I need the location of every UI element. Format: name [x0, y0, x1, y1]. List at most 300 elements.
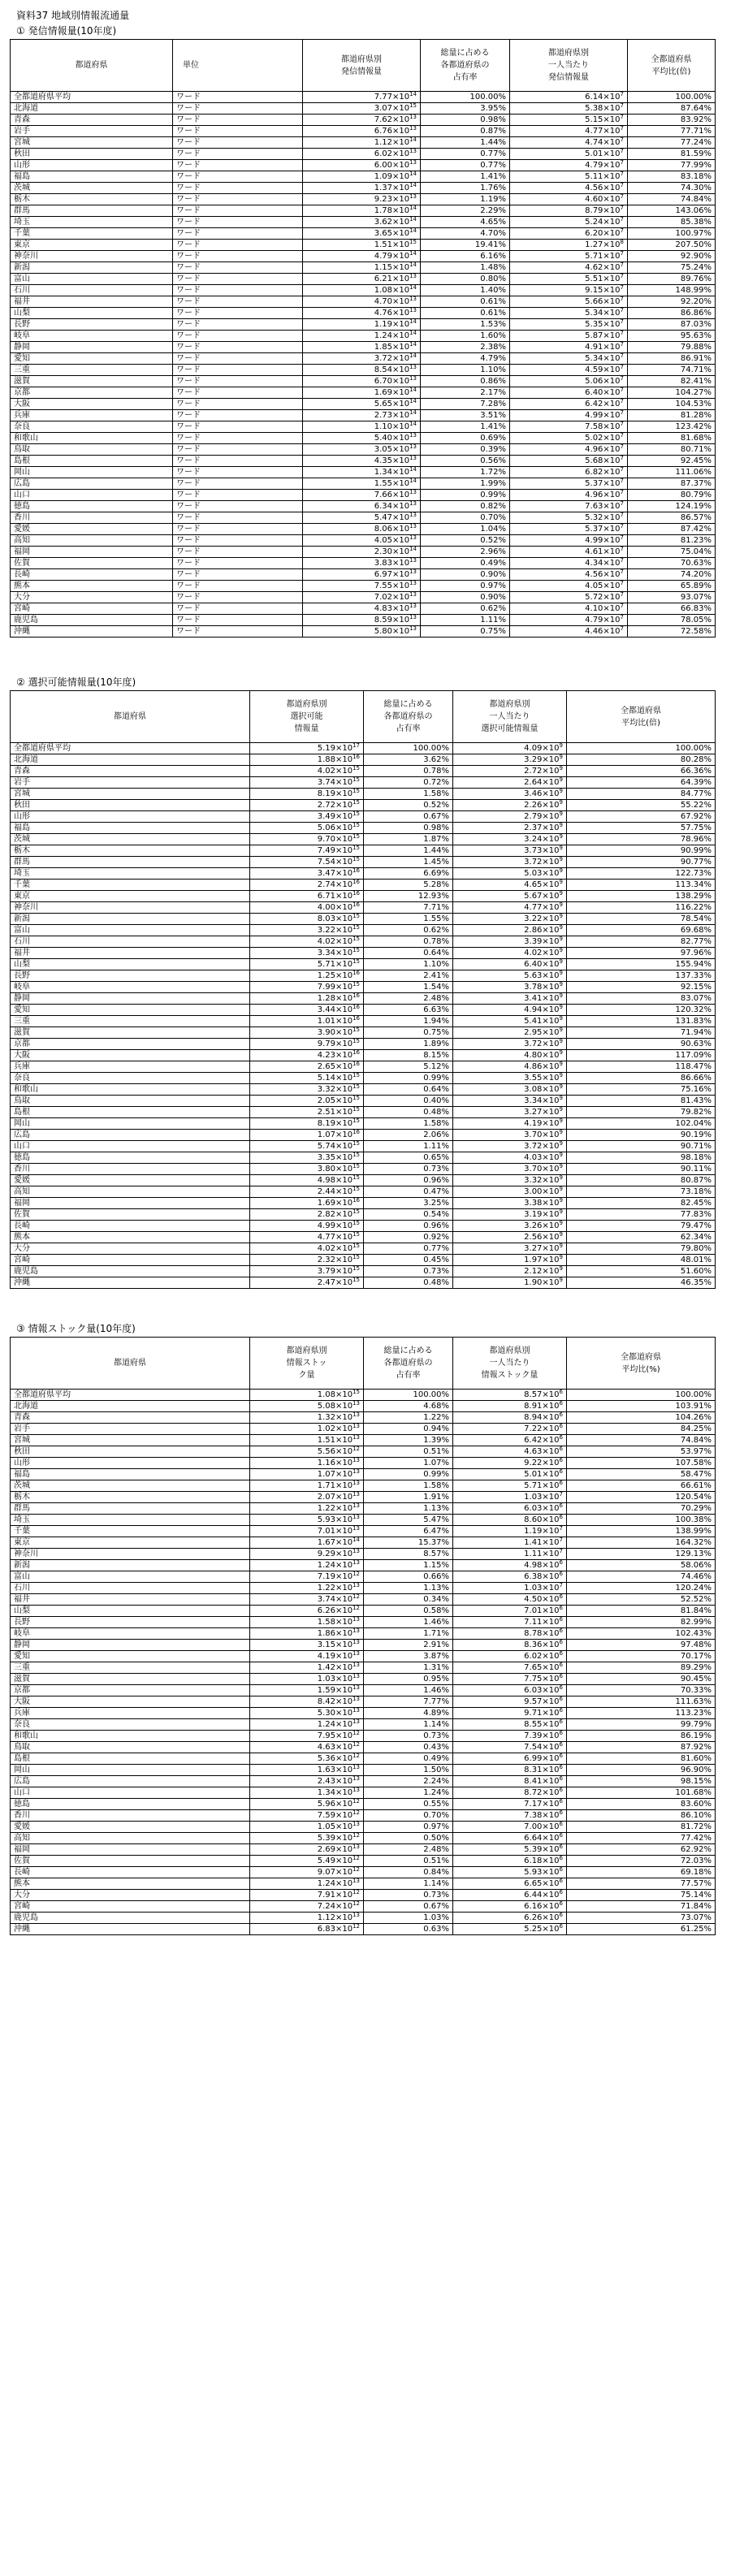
prefecture-cell: 長崎 — [11, 1221, 250, 1232]
prefecture-cell: 大分 — [11, 1890, 250, 1901]
ratio-cell: 62.92% — [567, 1844, 716, 1856]
share-cell: 0.55% — [364, 1799, 453, 1810]
per-capita-cell: $2.12\times 10^9$ — [453, 1266, 567, 1277]
ratio-cell: 79.88% — [628, 342, 716, 353]
per-capita-cell: $4.34\times 10^7$ — [510, 558, 628, 569]
total-volume-cell: $6.83\times 10^{12}$ — [250, 1924, 364, 1935]
table-info-stock — [10, 1337, 716, 1935]
per-capita-cell: $5.71\times 10^6$ — [453, 1480, 567, 1492]
prefecture-cell: 群馬 — [11, 857, 250, 868]
prefecture-cell: 群馬 — [11, 205, 173, 217]
share-cell: 0.78% — [364, 936, 453, 948]
per-capita-cell: $5.11\times 10^7$ — [510, 171, 628, 183]
ratio-cell: 71.84% — [567, 1901, 716, 1913]
per-capita-cell: $4.86\times 10^9$ — [453, 1061, 567, 1073]
per-capita-cell: $3.55\times 10^9$ — [453, 1073, 567, 1084]
table-row — [11, 1186, 716, 1198]
table-row — [11, 160, 716, 171]
share-cell: 1.87% — [364, 834, 453, 845]
prefecture-cell: 岡山 — [11, 1765, 250, 1776]
table-row — [11, 251, 716, 262]
ratio-cell: 148.99% — [628, 285, 716, 296]
share-cell: 4.79% — [421, 353, 510, 365]
total-volume-cell: $5.56\times 10^{12}$ — [250, 1446, 364, 1458]
per-capita-cell: $6.40\times 10^9$ — [453, 959, 567, 970]
total-volume-cell: $7.95\times 10^{12}$ — [250, 1731, 364, 1742]
per-capita-cell: $3.73\times 10^9$ — [453, 845, 567, 857]
ratio-cell: 100.38% — [567, 1515, 716, 1526]
share-cell: 0.49% — [421, 558, 510, 569]
prefecture-cell: 石川 — [11, 936, 250, 948]
total-volume-cell: $5.06\times 10^{15}$ — [250, 823, 364, 834]
table-row — [11, 1515, 716, 1526]
share-cell: 6.63% — [364, 1005, 453, 1016]
unit-cell: ワード — [173, 444, 303, 456]
prefecture-cell: 山口 — [11, 1787, 250, 1799]
prefecture-cell: 宮崎 — [11, 1255, 250, 1266]
share-cell: 0.70% — [421, 512, 510, 524]
share-cell: 2.41% — [364, 970, 453, 982]
share-cell: 0.95% — [364, 1674, 453, 1685]
share-cell: 3.51% — [421, 410, 510, 421]
unit-cell: ワード — [173, 558, 303, 569]
per-capita-cell: $7.39\times 10^6$ — [453, 1731, 567, 1742]
section-title-info-stock: ③ 情報ストック量(10年度) — [16, 1323, 136, 1334]
table-row — [11, 1844, 716, 1856]
share-cell: 0.73% — [364, 1164, 453, 1175]
share-cell: 1.46% — [364, 1617, 453, 1628]
prefecture-cell: 滋賀 — [11, 376, 173, 387]
share-cell: 4.70% — [421, 228, 510, 240]
per-capita-cell: $9.22\times 10^6$ — [453, 1458, 567, 1469]
share-cell: 1.31% — [364, 1662, 453, 1674]
table-row — [11, 1890, 716, 1901]
column-header: 総量に占める 各都道府県の 占有率 — [364, 1338, 453, 1390]
per-capita-cell: $5.41\times 10^9$ — [453, 1016, 567, 1027]
ratio-cell: 98.18% — [567, 1152, 716, 1164]
prefecture-cell: 熊本 — [11, 1878, 250, 1890]
ratio-cell: 65.89% — [628, 581, 716, 592]
unit-cell: ワード — [173, 171, 303, 183]
share-cell: 2.48% — [364, 993, 453, 1005]
prefecture-cell: 宮崎 — [11, 603, 173, 615]
table-row — [11, 777, 716, 789]
ratio-cell: 70.29% — [567, 1503, 716, 1515]
section-title-transmitted-info: ① 発信情報量(10年度) — [16, 25, 117, 37]
per-capita-cell: $5.63\times 10^9$ — [453, 970, 567, 982]
ratio-cell: 86.66% — [567, 1073, 716, 1084]
ratio-cell: 87.03% — [628, 319, 716, 331]
per-capita-cell: $8.60\times 10^6$ — [453, 1515, 567, 1526]
ratio-cell: 53.97% — [567, 1446, 716, 1458]
share-cell: 1.91% — [364, 1492, 453, 1503]
unit-cell: ワード — [173, 274, 303, 285]
table-row — [11, 1027, 716, 1039]
ratio-cell: 164.32% — [567, 1537, 716, 1549]
ratio-cell: 155.94% — [567, 959, 716, 970]
total-volume-cell: $2.65\times 10^{16}$ — [250, 1061, 364, 1073]
total-volume-cell: $1.63\times 10^{13}$ — [250, 1765, 364, 1776]
table-row — [11, 1651, 716, 1662]
prefecture-cell: 埼玉 — [11, 217, 173, 228]
per-capita-cell: $5.39\times 10^6$ — [453, 1844, 567, 1856]
unit-cell: ワード — [173, 285, 303, 296]
share-cell: 1.76% — [421, 183, 510, 194]
table-row — [11, 1084, 716, 1096]
prefecture-cell: 愛知 — [11, 1005, 250, 1016]
table-row — [11, 823, 716, 834]
share-cell: 1.58% — [364, 1118, 453, 1130]
table-row — [11, 205, 716, 217]
unit-cell: ワード — [173, 501, 303, 512]
share-cell: 19.41% — [421, 240, 510, 251]
table-row — [11, 925, 716, 936]
total-volume-cell: $1.10\times 10^{14}$ — [303, 421, 421, 433]
table-header-row — [11, 1338, 716, 1390]
share-cell: 2.91% — [364, 1640, 453, 1651]
section-spacer — [10, 638, 731, 675]
share-cell: 0.52% — [364, 800, 453, 811]
unit-cell: ワード — [173, 240, 303, 251]
table-row — [11, 936, 716, 948]
table-row — [11, 1141, 716, 1152]
per-capita-cell: $5.34\times 10^7$ — [510, 353, 628, 365]
prefecture-cell: 佐賀 — [11, 1856, 250, 1867]
total-volume-cell: $9.70\times 10^{15}$ — [250, 834, 364, 845]
prefecture-cell: 長野 — [11, 970, 250, 982]
prefecture-cell: 愛媛 — [11, 1175, 250, 1186]
total-volume-cell: $1.32\times 10^{13}$ — [250, 1412, 364, 1424]
table-row — [11, 1583, 716, 1594]
total-volume-cell: $3.80\times 10^{15}$ — [250, 1164, 364, 1175]
total-volume-cell: $3.34\times 10^{15}$ — [250, 948, 364, 959]
ratio-cell: 51.60% — [567, 1266, 716, 1277]
unit-cell: ワード — [173, 467, 303, 478]
per-capita-cell: $8.72\times 10^6$ — [453, 1787, 567, 1799]
ratio-cell: 57.75% — [567, 823, 716, 834]
table-row — [11, 800, 716, 811]
table-row — [11, 490, 716, 501]
share-cell: 1.40% — [421, 285, 510, 296]
prefecture-cell: 福岡 — [11, 1844, 250, 1856]
prefecture-cell: 長野 — [11, 319, 173, 331]
total-volume-cell: $5.80\times 10^{13}$ — [303, 626, 421, 638]
share-cell: 4.65% — [421, 217, 510, 228]
per-capita-cell: $4.63\times 10^6$ — [453, 1446, 567, 1458]
ratio-cell: 89.76% — [628, 274, 716, 285]
table-row — [11, 914, 716, 925]
share-cell: 0.98% — [364, 823, 453, 834]
ratio-cell: 95.63% — [628, 331, 716, 342]
total-volume-cell: $2.47\times 10^{15}$ — [250, 1277, 364, 1289]
table-row — [11, 1107, 716, 1118]
ratio-cell: 113.34% — [567, 880, 716, 891]
total-volume-cell: $1.22\times 10^{13}$ — [250, 1503, 364, 1515]
table-row — [11, 1266, 716, 1277]
total-volume-cell: $2.74\times 10^{16}$ — [250, 880, 364, 891]
ratio-cell: 74.71% — [628, 365, 716, 376]
per-capita-cell: $5.87\times 10^7$ — [510, 331, 628, 342]
ratio-cell: 143.06% — [628, 205, 716, 217]
share-cell: 0.66% — [364, 1571, 453, 1583]
total-volume-cell: $1.51\times 10^{13}$ — [250, 1435, 364, 1446]
ratio-cell: 58.47% — [567, 1469, 716, 1480]
total-volume-cell: $1.24\times 10^{13}$ — [250, 1560, 364, 1571]
share-cell: 0.45% — [364, 1255, 453, 1266]
unit-cell: ワード — [173, 490, 303, 501]
total-volume-cell: $6.76\times 10^{13}$ — [303, 126, 421, 137]
total-volume-cell: $2.43\times 10^{13}$ — [250, 1776, 364, 1787]
ratio-cell: 97.96% — [567, 948, 716, 959]
per-capita-cell: $6.16\times 10^6$ — [453, 1901, 567, 1913]
per-capita-cell: $4.79\times 10^7$ — [510, 615, 628, 626]
column-header: 総量に占める 各都道府県の 占有率 — [364, 691, 453, 743]
table-row — [11, 308, 716, 319]
per-capita-cell: $3.19\times 10^9$ — [453, 1209, 567, 1221]
per-capita-cell: $6.03\times 10^6$ — [453, 1503, 567, 1515]
prefecture-cell: 鹿児島 — [11, 1913, 250, 1924]
ratio-cell: 83.07% — [567, 993, 716, 1005]
share-cell: 0.87% — [421, 126, 510, 137]
table-row — [11, 1390, 716, 1401]
prefecture-cell: 東京 — [11, 1537, 250, 1549]
per-capita-cell: $5.38\times 10^7$ — [510, 103, 628, 115]
per-capita-cell: $4.79\times 10^7$ — [510, 160, 628, 171]
table-row — [11, 603, 716, 615]
table-row — [11, 1606, 716, 1617]
per-capita-cell: $5.25\times 10^6$ — [453, 1924, 567, 1935]
table-row — [11, 1617, 716, 1628]
share-cell: 0.65% — [364, 1152, 453, 1164]
prefecture-cell: 京都 — [11, 1039, 250, 1050]
total-volume-cell: $9.23\times 10^{13}$ — [303, 194, 421, 205]
ratio-cell: 87.92% — [567, 1742, 716, 1753]
share-cell: 0.98% — [421, 115, 510, 126]
total-volume-cell: $5.65\times 10^{14}$ — [303, 399, 421, 410]
share-cell: 1.58% — [364, 789, 453, 800]
share-cell: 0.61% — [421, 308, 510, 319]
total-volume-cell: $1.16\times 10^{13}$ — [250, 1458, 364, 1469]
share-cell: 0.67% — [364, 1901, 453, 1913]
prefecture-cell: 富山 — [11, 274, 173, 285]
table-row — [11, 103, 716, 115]
prefecture-cell: 岐阜 — [11, 331, 173, 342]
table-row — [11, 581, 716, 592]
unit-cell: ワード — [173, 353, 303, 365]
table-row — [11, 993, 716, 1005]
share-cell: 2.17% — [421, 387, 510, 399]
total-volume-cell: $7.99\times 10^{15}$ — [250, 982, 364, 993]
per-capita-cell: $4.05\times 10^7$ — [510, 581, 628, 592]
per-capita-cell: $3.39\times 10^9$ — [453, 936, 567, 948]
ratio-cell: 137.33% — [567, 970, 716, 982]
table-row — [11, 902, 716, 914]
ratio-cell: 104.53% — [628, 399, 716, 410]
prefecture-cell: 栃木 — [11, 1492, 250, 1503]
table-row — [11, 558, 716, 569]
total-volume-cell: $6.02\times 10^{13}$ — [303, 149, 421, 160]
per-capita-cell: $8.55\times 10^6$ — [453, 1719, 567, 1731]
total-volume-cell: $7.55\times 10^{13}$ — [303, 581, 421, 592]
per-capita-cell: $5.71\times 10^7$ — [510, 251, 628, 262]
total-volume-cell: $2.32\times 10^{15}$ — [250, 1255, 364, 1266]
prefecture-cell: 鳥取 — [11, 1742, 250, 1753]
ratio-cell: 81.43% — [567, 1096, 716, 1107]
prefecture-cell: 徳島 — [11, 501, 173, 512]
total-volume-cell: $7.24\times 10^{12}$ — [250, 1901, 364, 1913]
share-cell: 0.78% — [364, 766, 453, 777]
table-row — [11, 1765, 716, 1776]
prefecture-cell: 北海道 — [11, 754, 250, 766]
share-cell: 0.52% — [421, 535, 510, 547]
table-row — [11, 1549, 716, 1560]
share-cell: 3.87% — [364, 1651, 453, 1662]
per-capita-cell: $6.64\times 10^6$ — [453, 1833, 567, 1844]
total-volume-cell: $1.19\times 10^{14}$ — [303, 319, 421, 331]
unit-cell: ワード — [173, 115, 303, 126]
table-row — [11, 880, 716, 891]
unit-cell: ワード — [173, 296, 303, 308]
column-header: 都道府県別 情報ストッ ク量 — [250, 1338, 364, 1390]
per-capita-cell: $2.26\times 10^9$ — [453, 800, 567, 811]
table-row — [11, 1696, 716, 1708]
prefecture-cell: 新潟 — [11, 914, 250, 925]
share-cell: 1.44% — [364, 845, 453, 857]
total-volume-cell: $1.71\times 10^{13}$ — [250, 1480, 364, 1492]
ratio-cell: 107.58% — [567, 1458, 716, 1469]
share-cell: 0.48% — [364, 1107, 453, 1118]
ratio-cell: 120.24% — [567, 1583, 716, 1594]
total-volume-cell: $2.05\times 10^{15}$ — [250, 1096, 364, 1107]
share-cell: 1.54% — [364, 982, 453, 993]
ratio-cell: 79.82% — [567, 1107, 716, 1118]
unit-cell: ワード — [173, 262, 303, 274]
prefecture-cell: 滋賀 — [11, 1674, 250, 1685]
prefecture-cell: 大阪 — [11, 399, 173, 410]
per-capita-cell: $4.61\times 10^7$ — [510, 547, 628, 558]
unit-cell: ワード — [173, 92, 303, 103]
table-row — [11, 959, 716, 970]
prefecture-cell: 青森 — [11, 1412, 250, 1424]
share-cell: 0.61% — [421, 296, 510, 308]
share-cell: 0.96% — [364, 1175, 453, 1186]
total-volume-cell: $1.69\times 10^{16}$ — [250, 1198, 364, 1209]
total-volume-cell: $3.32\times 10^{15}$ — [250, 1084, 364, 1096]
prefecture-cell: 奈良 — [11, 1719, 250, 1731]
prefecture-cell: 岐阜 — [11, 982, 250, 993]
table-row — [11, 149, 716, 160]
per-capita-cell: $2.64\times 10^9$ — [453, 777, 567, 789]
total-volume-cell: $3.90\times 10^{15}$ — [250, 1027, 364, 1039]
share-cell: 15.37% — [364, 1537, 453, 1549]
ratio-cell: 84.77% — [567, 789, 716, 800]
prefecture-cell: 島根 — [11, 1753, 250, 1765]
total-volume-cell: $3.62\times 10^{14}$ — [303, 217, 421, 228]
share-cell: 1.89% — [364, 1039, 453, 1050]
prefecture-cell: 広島 — [11, 478, 173, 490]
prefecture-cell: 山形 — [11, 1458, 250, 1469]
prefecture-cell: 秋田 — [11, 149, 173, 160]
total-volume-cell: $4.23\times 10^{16}$ — [250, 1050, 364, 1061]
prefecture-cell: 富山 — [11, 925, 250, 936]
ratio-cell: 99.79% — [567, 1719, 716, 1731]
per-capita-cell: $5.03\times 10^9$ — [453, 868, 567, 880]
ratio-cell: 81.59% — [628, 149, 716, 160]
per-capita-cell: $4.09\times 10^9$ — [453, 743, 567, 754]
share-cell: 0.47% — [364, 1186, 453, 1198]
share-cell: 0.92% — [364, 1232, 453, 1243]
ratio-cell: 90.45% — [567, 1674, 716, 1685]
prefecture-cell: 熊本 — [11, 581, 173, 592]
prefecture-cell: 秋田 — [11, 800, 250, 811]
prefecture-cell: 島根 — [11, 456, 173, 467]
ratio-cell: 83.60% — [567, 1799, 716, 1810]
ratio-cell: 207.50% — [628, 240, 716, 251]
share-cell: 0.69% — [421, 433, 510, 444]
unit-cell: ワード — [173, 137, 303, 149]
per-capita-cell: $4.91\times 10^7$ — [510, 342, 628, 353]
share-cell: 0.86% — [421, 376, 510, 387]
per-capita-cell: $6.18\times 10^6$ — [453, 1856, 567, 1867]
table-row — [11, 433, 716, 444]
unit-cell: ワード — [173, 603, 303, 615]
prefecture-cell: 岩手 — [11, 1424, 250, 1435]
ratio-cell: 103.91% — [567, 1401, 716, 1412]
prefecture-cell: 静岡 — [11, 993, 250, 1005]
share-cell: 0.73% — [364, 1266, 453, 1277]
total-volume-cell: $7.02\times 10^{13}$ — [303, 592, 421, 603]
table-row — [11, 456, 716, 467]
ratio-cell: 86.57% — [628, 512, 716, 524]
total-volume-cell: $5.30\times 10^{13}$ — [250, 1708, 364, 1719]
table-row — [11, 1016, 716, 1027]
unit-cell: ワード — [173, 387, 303, 399]
table-row — [11, 1640, 716, 1651]
share-cell: 1.04% — [421, 524, 510, 535]
per-capita-cell: $4.50\times 10^6$ — [453, 1594, 567, 1606]
unit-cell: ワード — [173, 433, 303, 444]
share-cell: 3.62% — [364, 754, 453, 766]
total-volume-cell: $7.54\times 10^{15}$ — [250, 857, 364, 868]
ratio-cell: 104.27% — [628, 387, 716, 399]
share-cell: 0.72% — [364, 777, 453, 789]
prefecture-cell: 千葉 — [11, 1526, 250, 1537]
share-cell: 0.51% — [364, 1446, 453, 1458]
table-row — [11, 524, 716, 535]
table-row — [11, 1469, 716, 1480]
ratio-cell: 75.04% — [628, 547, 716, 558]
table-row — [11, 1412, 716, 1424]
per-capita-cell: $7.75\times 10^6$ — [453, 1674, 567, 1685]
per-capita-cell: $3.27\times 10^9$ — [453, 1107, 567, 1118]
per-capita-cell: $7.22\times 10^6$ — [453, 1424, 567, 1435]
prefecture-cell: 栃木 — [11, 194, 173, 205]
share-cell: 7.77% — [364, 1696, 453, 1708]
table-row — [11, 126, 716, 137]
prefecture-cell: 熊本 — [11, 1232, 250, 1243]
table-row — [11, 467, 716, 478]
per-capita-cell: $3.22\times 10^9$ — [453, 914, 567, 925]
prefecture-cell: 香川 — [11, 1164, 250, 1175]
ratio-cell: 75.16% — [567, 1084, 716, 1096]
total-volume-cell: $2.73\times 10^{14}$ — [303, 410, 421, 421]
share-cell: 0.97% — [421, 581, 510, 592]
total-volume-cell: $1.34\times 10^{14}$ — [303, 467, 421, 478]
column-header: 全都道府県 平均比(倍) — [628, 40, 716, 92]
column-header: 都道府県 — [11, 691, 250, 743]
ratio-cell: 74.20% — [628, 569, 716, 581]
total-volume-cell: $3.47\times 10^{16}$ — [250, 868, 364, 880]
